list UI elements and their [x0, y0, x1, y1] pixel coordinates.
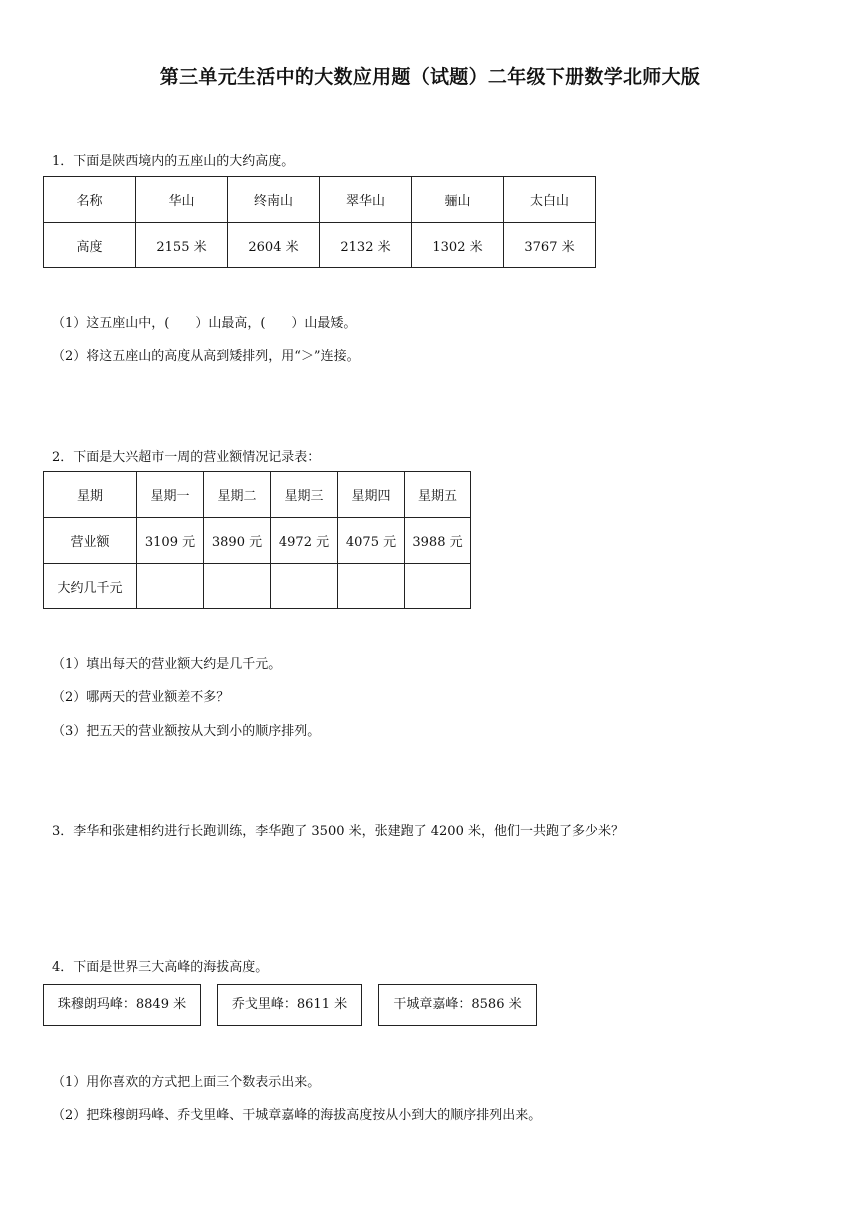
question-1-sub-2: （2）将这五座山的高度从高到矮排列，用“＞”连接。 [52, 349, 360, 364]
mountain-name-cell: 华山 [136, 177, 228, 223]
sales-table [43, 471, 471, 609]
table-header-cell: 营业额 [44, 518, 137, 564]
mountain-name-cell: 翠华山 [320, 177, 412, 223]
weekday-cell: 星期五 [405, 472, 471, 518]
question-1-sub-1: （1）这五座山中，( ）山最高，( ）山最矮。 [52, 316, 357, 331]
estimate-blank-cell[interactable] [271, 564, 338, 609]
sales-amount-cell: 3988 元 [405, 518, 471, 564]
table-row [44, 177, 596, 223]
peak-box-kangchenjunga: 干城章嘉峰：8586 米 [378, 984, 537, 1026]
estimate-blank-cell[interactable] [338, 564, 405, 609]
peak-box-k2: 乔戈里峰：8611 米 [217, 984, 362, 1026]
table-row [44, 564, 471, 609]
mountain-name-cell: 终南山 [228, 177, 320, 223]
table-header-cell: 高度 [44, 223, 136, 268]
table-row [44, 518, 471, 564]
peak-box-everest: 珠穆朗玛峰：8849 米 [43, 984, 201, 1026]
question-2-sub-3: （3）把五天的营业额按从大到小的顺序排列。 [52, 724, 321, 739]
mountain-height-cell: 2155 米 [136, 223, 228, 268]
weekday-cell: 星期二 [204, 472, 271, 518]
mountain-height-table [43, 176, 596, 268]
question-4-sub-1: （1）用你喜欢的方式把上面三个数表示出来。 [52, 1075, 321, 1090]
table-header-cell: 星期 [44, 472, 137, 518]
page-title: 第三单元生活中的大数应用题（试题）二年级下册数学北师大版 [159, 66, 701, 88]
question-2-prompt: 2．下面是大兴超市一周的营业额情况记录表： [52, 450, 321, 465]
table-row [44, 223, 596, 268]
mountain-height-cell: 2132 米 [320, 223, 412, 268]
mountain-height-cell: 3767 米 [504, 223, 596, 268]
estimate-blank-cell[interactable] [137, 564, 204, 609]
sales-amount-cell: 3890 元 [204, 518, 271, 564]
weekday-cell: 星期三 [271, 472, 338, 518]
sales-amount-cell: 4972 元 [271, 518, 338, 564]
estimate-blank-cell[interactable] [405, 564, 471, 609]
question-1-prompt: 1．下面是陕西境内的五座山的大约高度。 [52, 154, 295, 169]
sales-amount-cell: 3109 元 [137, 518, 204, 564]
mountain-height-cell: 1302 米 [412, 223, 504, 268]
mountain-height-cell: 2604 米 [228, 223, 320, 268]
question-3-prompt: 3．李华和张建相约进行长跑训练，李华跑了 3500 米，张建跑了 4200 米，他们一共跑了多少米？ [52, 824, 624, 839]
question-4-prompt: 4．下面是世界三大高峰的海拔高度。 [52, 960, 269, 975]
mountain-name-cell: 太白山 [504, 177, 596, 223]
table-header-cell: 名称 [44, 177, 136, 223]
sales-amount-cell: 4075 元 [338, 518, 405, 564]
table-row [44, 472, 471, 518]
question-4-sub-2: （2）把珠穆朗玛峰、乔戈里峰、干城章嘉峰的海拔高度按从小到大的顺序排列出来。 [52, 1108, 542, 1123]
question-2-sub-1: （1）填出每天的营业额大约是几千元。 [52, 657, 282, 672]
weekday-cell: 星期四 [338, 472, 405, 518]
table-header-cell: 大约几千元 [44, 564, 137, 609]
question-2-sub-2: （2）哪两天的营业额差不多？ [52, 690, 230, 705]
weekday-cell: 星期一 [137, 472, 204, 518]
mountain-name-cell: 骊山 [412, 177, 504, 223]
estimate-blank-cell[interactable] [204, 564, 271, 609]
